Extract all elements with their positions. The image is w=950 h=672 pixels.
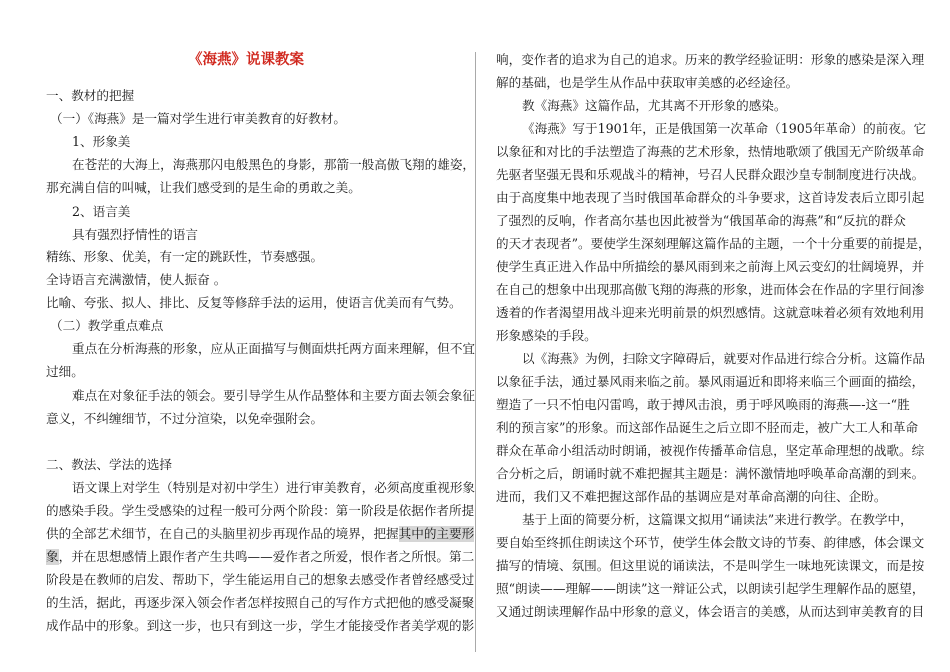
column-divider	[475, 52, 476, 652]
paragraph-line: 以象征手法，通过暴风雨来临之前。暴风雨逼近和即将来临三个画面的描绘，	[496, 374, 925, 389]
paragraph-line: 塑造了一只不怕电闪雷鸣，敢于搏风击浪，勇于呼风唤雨的海燕—-这一“胜	[496, 397, 910, 412]
paragraph-line: 全诗语言充满激情，使人振奋 。	[46, 272, 227, 287]
page-title: 《海燕》说课教案	[188, 51, 304, 68]
paragraph-line: 《海燕》写于1901年，正是俄国第一次革命（1905年革命）的前夜。它	[522, 121, 927, 136]
paragraph-line: 照“朗读——理解——朗读”这一辩证公式，以朗读引起学生理解作品的愿望，	[496, 581, 925, 596]
paragraph-line: 群众在革命小组活动时朗诵，被视作传播革命信息，坚定革命理想的战歌。综	[496, 443, 925, 458]
paragraph-line: 使学生真正进入作品中所描绘的暴风雨到来之前海上风云变幻的壮阔境界，并	[496, 259, 925, 274]
paragraph-line: 合分析之后，朗诵时就不难把握其主题是：满怀激情地呼唤革命高潮的到来。	[496, 466, 925, 481]
subsection-1: （一）《海燕》是一篇对学生进行审美教育的好教材。	[50, 111, 346, 126]
paragraph-line: 精练、形象、优美，有一定的跳跃性，节奏感强。	[46, 249, 324, 264]
paragraph-line: 解的基础，也是学生从作品中获取审美感的必经途径。	[496, 75, 799, 90]
paragraph-line: 语文课上对学生（特别是对初中学生）进行审美教育，必须高度重视形象	[72, 480, 475, 495]
text-run: 供的全部艺术细节，在自己的头脑里初步再现作品的境界，把握	[46, 526, 399, 541]
paragraph-line: 过细。	[46, 364, 84, 379]
text-run: ，并在思想感情上跟作者产生共鸣——爱作者之所爱，恨作者之所恨。第二	[58, 549, 475, 564]
paragraph-line: 的生活，据此，再逐步深入领会作者怎样按照自己的写作方式把他的感受凝聚	[46, 595, 475, 610]
item-heading-form-beauty: 1、形象美	[72, 134, 131, 149]
paragraph-line: 以《海燕》为例，扫除文字障碍后，就要对作品进行综合分析。这篇作品	[522, 351, 925, 366]
paragraph-line: 阶段是在教师的启发、帮助下，学生能运用自己的想象去感受作者曾经感受过	[46, 572, 475, 587]
paragraph-line: 那充满自信的叫喊，让我们感受到的是生命的勇敢之美。	[46, 180, 361, 195]
paragraph-line: 比喻、夸张、拟人、排比、反复等修辞手法的运用，使语言优美而有气势。	[46, 295, 462, 310]
paragraph-line: 进而，我们又不难把握这部作品的基调应是对革命高潮的向往、企盼。	[496, 489, 887, 504]
paragraph-line: 重点在分析海燕的形象，应从正面描写与侧面烘托两方面来理解，但不宜	[72, 341, 475, 356]
paragraph-line: 形象感染的手段。	[496, 328, 597, 343]
section-heading-1: 一、教材的把握	[46, 88, 135, 103]
paragraph-line: 由于高度集中地表现了当时俄国革命群众的斗争要求，这首诗发表后立即引起	[496, 190, 925, 205]
paragraph-line: 在自己的想象中出现那高傲飞翔的海燕的形象，进而体会在作品的字里行间渗	[496, 282, 925, 297]
paragraph-line: 教《海燕》这篇作品，尤其离不开形象的感染。	[522, 98, 787, 113]
paragraph-line	[46, 526, 475, 542]
section-heading-2: 二、教法、学法的选择	[46, 457, 172, 472]
highlighted-text: 象	[46, 549, 59, 564]
paragraph-line	[46, 549, 475, 565]
paragraph-line: 在苍茫的大海上，海燕那闪电般黑色的身影，那箭一般高傲飞翔的雄姿，	[72, 157, 475, 172]
paragraph-line: 描写的情境、氛围。但这里说的诵读法，不是叫学生一味地死读课文，而是按	[496, 558, 925, 573]
item-heading-language-beauty: 2、语言美	[72, 204, 131, 219]
paragraph-line: 了强烈的反响，作者高尔基也因此被誉为“俄国革命的海燕”和“反抗的群众	[496, 213, 906, 228]
paragraph-line: 难点在对象征手法的领会。要引导学生从作品整体和主要方面去领会象征	[72, 388, 475, 403]
paragraph-line: 的感染手段。学生受感染的过程一般可分两个阶段：第一阶段是依据作者所提	[46, 503, 475, 518]
paragraph-line: 要自始至终抓住朗读这个环节，使学生体会散文诗的节奏、韵律感，体会课文	[496, 535, 925, 550]
paragraph-line: 意义，不纠缠细节，不过分渲染，以免牵强附会。	[46, 411, 324, 426]
subsection-2: （二）教学重点难点	[50, 318, 164, 333]
paragraph-line: 成作品中的形象。到这一步，也只有到这一步，学生才能接受作者美学观的影	[46, 618, 475, 633]
paragraph-line: 以象征和对比的手法塑造了海燕的艺术形象，热情地歌颂了俄国无产阶级革命	[496, 144, 925, 159]
paragraph-line: 先驱者坚强无畏和乐观战斗的精神，号召人民群众跟沙皇专制制度进行决战。	[496, 167, 925, 182]
highlighted-text: 其中的主要形	[398, 526, 475, 541]
paragraph-line: 具有强烈抒情性的语言	[72, 227, 198, 242]
paragraph-line: 利的预言家”的形象。而这部作品诞生之后立即不胫而走，被广大工人和革命	[496, 420, 919, 435]
paragraph-line: 的天才表现者”。要使学生深刻理解这篇作品的主题，一个十分重要的前提是，	[496, 236, 931, 251]
paragraph-line: 透着的作者渴望用战斗迎来光明前景的炽烈感情。这就意味着必须有效地利用	[496, 305, 925, 320]
paragraph-line: 又通过朗读理解作品中形象的意义，体会语言的美感，从而达到审美教育的目	[496, 604, 925, 619]
paragraph-line: 基于上面的简要分析，这篇课文拟用“诵读法”来进行教学。在教学中，	[522, 512, 913, 527]
paragraph-line: 响，变作者的追求为自己的追求。历来的教学经验证明：形象的感染是深入理	[496, 52, 925, 67]
